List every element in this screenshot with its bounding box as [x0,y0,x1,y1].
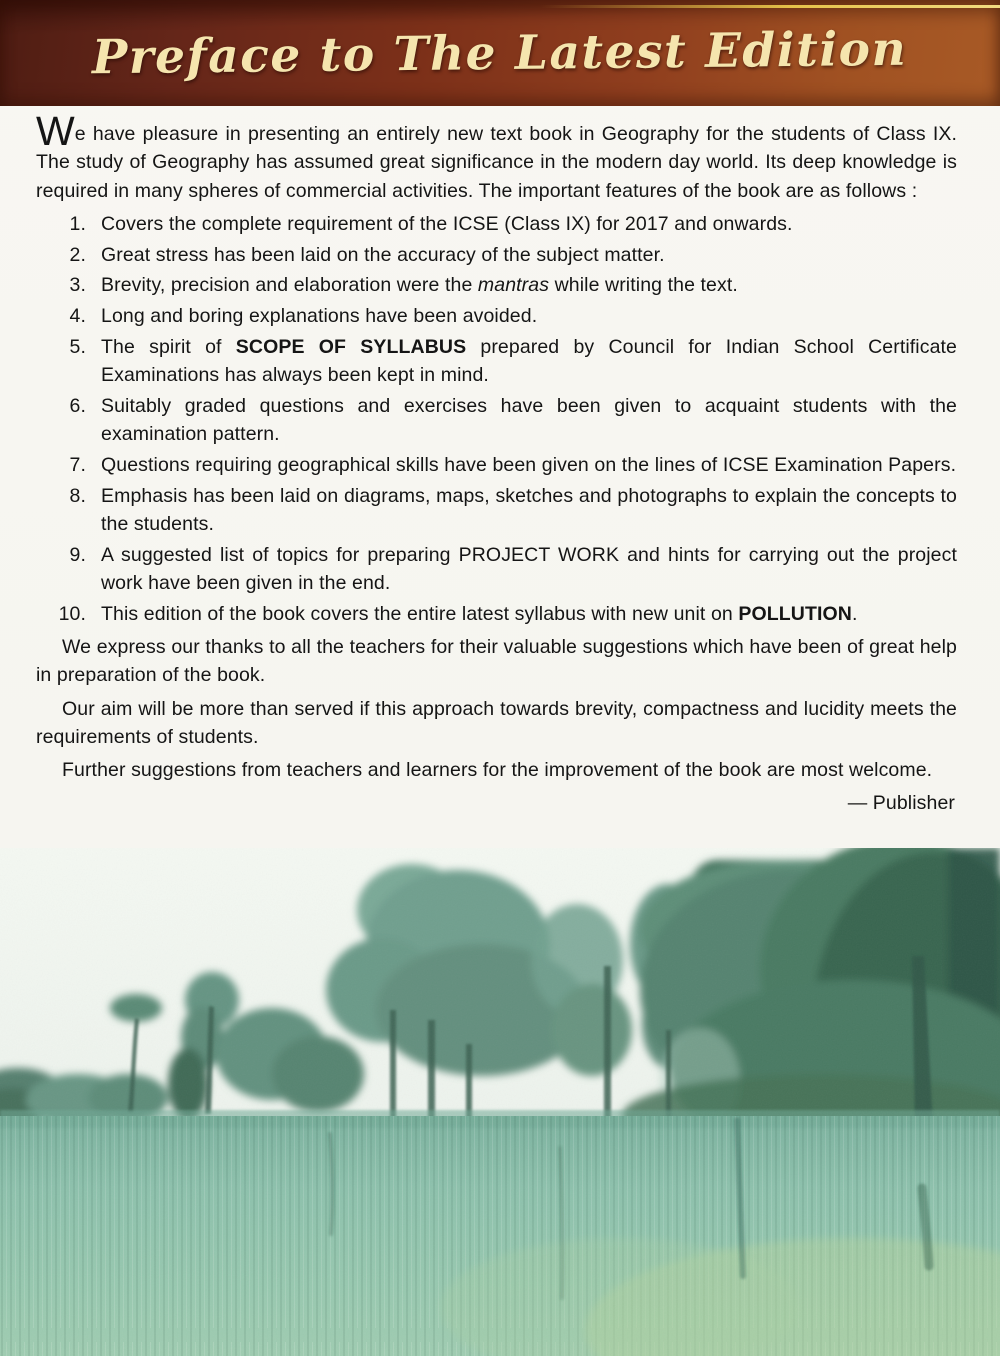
feature-number: 6. [69,394,86,417]
field-photo [0,848,1000,1356]
feature-number: 3. [69,274,86,297]
text-segment: Long and boring explanations have been avoided. [101,305,538,328]
preface-content [36,108,957,823]
text-segment-bold: POLLUTION [738,602,852,625]
feature-item-9 [36,541,957,598]
feature-number: 10. [58,602,86,625]
feature-item-1 [36,210,957,238]
feature-text [101,210,957,238]
feature-item-2 [36,241,957,269]
page-title: Preface to The Latest Edition [92,21,908,85]
text-segment: A suggested list of topics for preparing PROJECT WORK and hints for carrying out the project work have been given in the end. [101,543,957,594]
suggestions-paragraph: Further suggestions from teachers and learners for the improvement of the book are most welcome. [62,759,933,782]
publisher-signature: — Publisher [847,792,955,815]
feature-text [101,451,957,479]
header-banner [0,0,1000,106]
feature-text [101,333,957,390]
text-segment: e have pleasure in presenting an entirely new text book in Geography for the students of Class IX. The study of Geography has assumed great significance in the modern day world. Its deep knowledge is required in many spheres of commercial activities. The important features of the book are as follows : [36,123,957,202]
text-segment: Great stress has been laid on the accuracy of the subject matter. [101,243,665,266]
feature-item-7 [36,451,957,479]
feature-item-6 [36,392,957,449]
text-segment: while writing the text. [549,274,738,297]
closing-section [36,633,957,818]
text-segment: prepared by Council for Indian School Certificate Examinations has always been kept in mind. [101,335,957,387]
text-segment: Suitably graded questions and exercises have been given to acquaint students with the examination pattern. [101,394,957,446]
feature-number: 9. [69,543,86,566]
text-segment: Brevity, precision and elaboration were the [101,274,478,297]
feature-number: 7. [69,453,86,476]
feature-item-4 [36,302,957,330]
text-segment: The spirit of [101,335,236,358]
feature-text [101,302,957,330]
text-segment: Emphasis has been laid on diagrams, maps, sketches and photographs to explain the concepts to the students. [101,484,957,535]
feature-item-5 [36,333,957,390]
dropcap-letter: W [36,108,75,154]
aim-paragraph: Our aim will be more than served if this approach towards brevity, compactness and lucidity meets the requirements of students. [36,697,957,748]
feature-number: 1. [69,212,86,235]
feature-number: 2. [69,243,86,266]
feature-text [101,482,957,539]
feature-text [101,271,957,299]
intro-paragraph [36,108,957,205]
feature-item-3 [36,271,957,299]
text-segment: Questions requiring geographical skills have been given on the lines of ICSE Examination Papers. [101,453,957,476]
features-list [36,210,957,628]
thanks-paragraph: We express our thanks to all the teachers for their valuable suggestions which have been of great help in preparation of the book. [36,636,957,687]
text-segment: . [851,602,858,625]
text-segment: Covers the complete requirement of the ICSE (Class IX) for 2017 and onwards. [101,212,793,235]
feature-number: 8. [69,484,86,507]
feature-text [101,541,957,598]
text-segment-bold: SCOPE OF SYLLABUS [235,335,467,358]
feature-text [101,241,957,269]
feature-number: 4. [69,305,86,328]
text-segment-italic: mantras [477,274,550,297]
feature-text [101,392,957,449]
feature-text [101,600,957,628]
field-photo-illustration [0,848,1000,1356]
feature-item-8 [36,482,957,539]
feature-item-10 [36,600,957,628]
feature-number: 5. [69,335,86,358]
text-segment: This edition of the book covers the entire latest syllabus with new unit on [101,602,739,625]
